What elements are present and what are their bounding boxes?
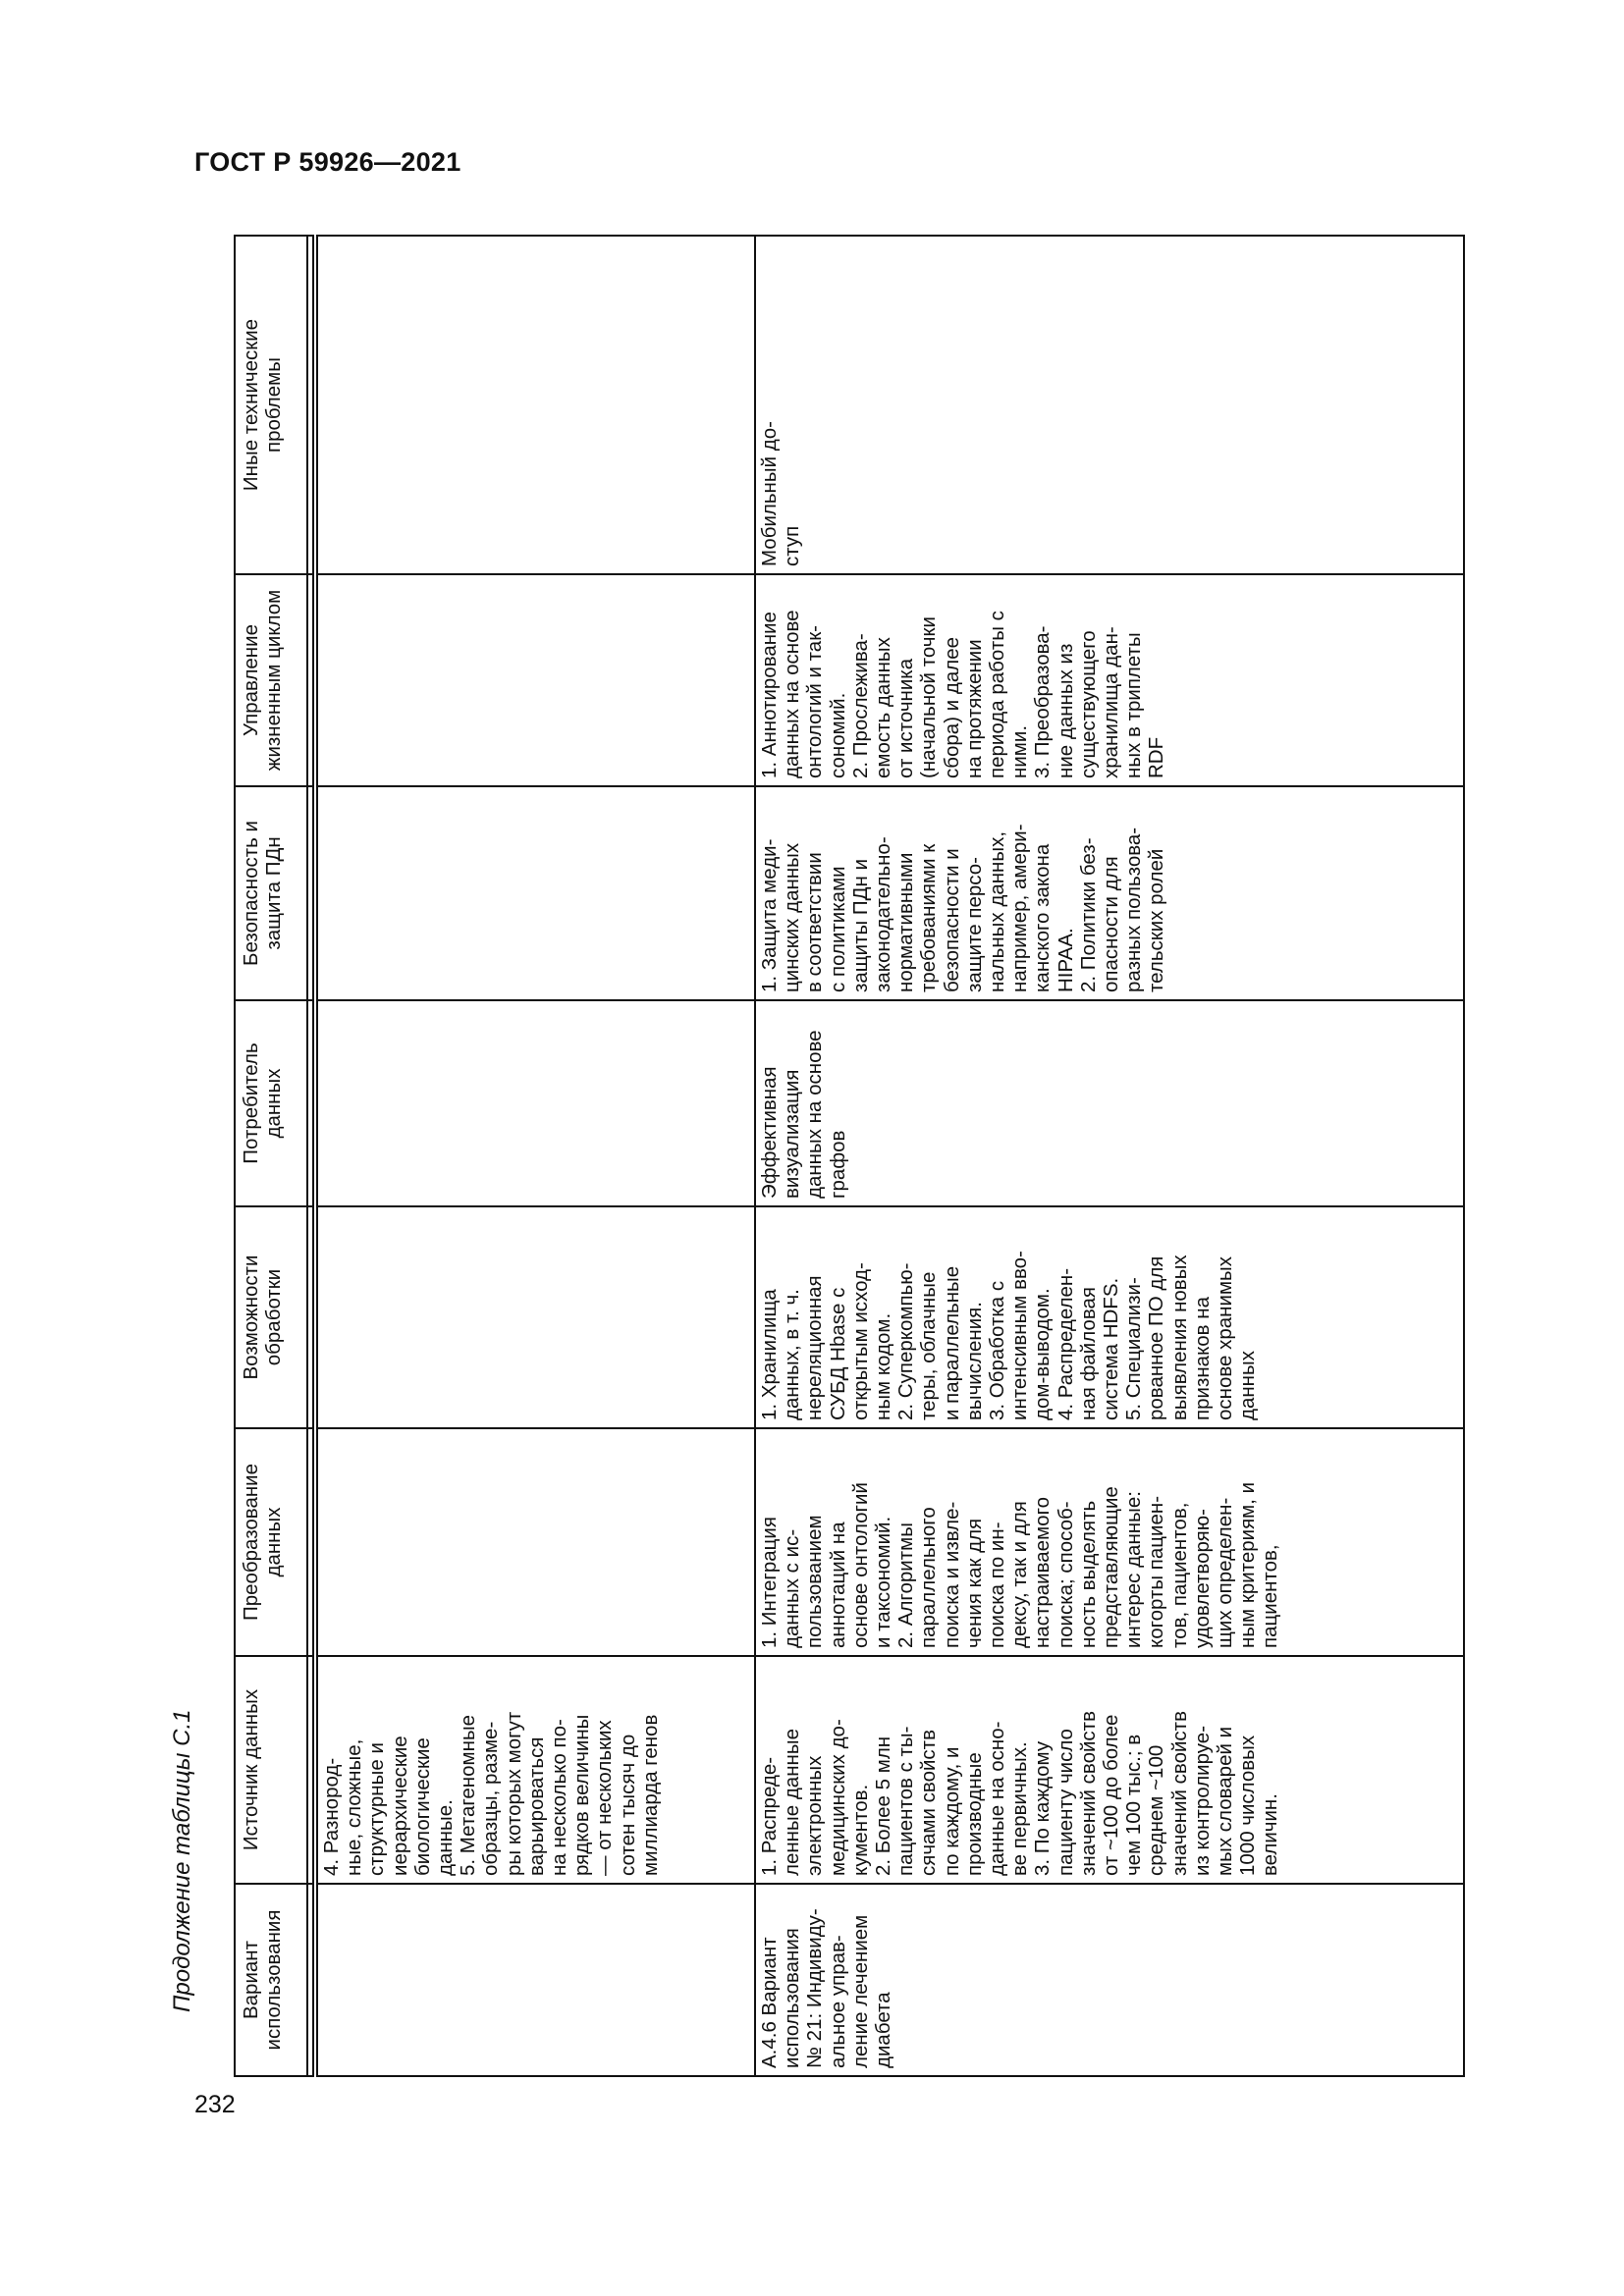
cell-transformation — [315, 1428, 755, 1656]
rotated-table-wrapper — [234, 237, 1465, 2077]
cell-other: Мобильный до- ступ — [755, 236, 1464, 574]
cell-security: 1. Защита меди- цинских данных в соответствии с политиками защиты ПДн и законодательно- нормативными требованиями к безопасности и защите персо- нальных данных, например, амери- канского закона HIPAA. 2. Политики без- опасности для разных пользова- тельских ролей — [755, 786, 1464, 1000]
column-header-transformation: Преобразование данных — [235, 1428, 307, 1656]
column-header-security: Безопасность и защита ПДн — [235, 786, 307, 1000]
cell-source: 4. Разнород- ные, сложные, структурные и иерархические биологические данные. 5. Метагеномные образцы, разме- ры которых могут варьироваться на несколько по- рядков величины — от нескольких сотен тысяч до миллиарда генов — [315, 1656, 755, 1884]
table-caption: Продолжение таблицы С.1 — [169, 1709, 195, 2012]
document-header: ГОСТ Р 59926—2021 — [194, 147, 461, 177]
column-header-other: Иные технические проблемы — [235, 236, 307, 574]
table-header-row — [235, 236, 307, 2076]
cell-lifecycle — [315, 574, 755, 786]
cell-other — [315, 236, 755, 574]
table-row — [755, 236, 1464, 2076]
table-row — [315, 236, 755, 2076]
cell-lifecycle: 1. Аннотирование данных на основе онтологий и так- сономий. 2. Прослежива- емость данных от источника (начальной точки сбора) и далее на протяжении периода работы с ними. 3. Преобразова- ние данных из существующего хранилища дан- ных в триплеты RDF — [755, 574, 1464, 786]
cell-use-case: А.4.6 Вариант использования № 21: Индивиду- альное управ- ление лечением диабета — [755, 1884, 1464, 2076]
cell-processing: 1. Хранилища данных, в т. ч. нереляционная СУБД Hbase с открытым исход- ным кодом. 2. Суперкомпью- теры, облачные и параллельные вычисления. 3. Обработка с интенсивным вво- дом-выводом. 4. Распределен- ная файловая система HDFS. 5. Специализи- рованное ПО для выявления новых признаков на основе хранимых данных — [755, 1206, 1464, 1428]
cell-use-case — [315, 1884, 755, 2076]
column-header-consumer: Потребитель данных — [235, 1000, 307, 1206]
data-table — [234, 235, 1465, 2077]
cell-source: 1. Распреде- ленные данные электронных медицинских до- кументов. 2. Более 5 млн пациентов с ты- сячами свойств по каждому, и производные данные на осно- ве первичных. 3. По каждому пациенту число значений свойств от ~100 до более чем 100 тыс.; в среднем ~100 значений свойств из контролируе- мых словарей и 1000 числовых величин. — [755, 1656, 1464, 1884]
page-number: 232 — [194, 2091, 236, 2118]
cell-transformation: 1. Интеграция данных с ис- пользованием аннотаций на основе онтологий и таксономий. 2. Алгоритмы параллельного поиска и извле- чения как для поиска по ин- дексу, так и для настраиваемого поиска; способ- ность выделять представляющие интерес данные: когорты пациен- тов, пациентов, удовлетворяю- щих определен- ным критериям, и пациентов, — [755, 1428, 1464, 1656]
header-separator — [307, 236, 315, 2076]
column-header-use-case: Вариант использования — [235, 1884, 307, 2076]
cell-consumer — [315, 1000, 755, 1206]
cell-security — [315, 786, 755, 1000]
column-header-processing: Возможности обработки — [235, 1206, 307, 1428]
cell-processing — [315, 1206, 755, 1428]
cell-consumer: Эффективная визуализация данных на основе графов — [755, 1000, 1464, 1206]
column-header-source: Источник данных — [235, 1656, 307, 1884]
column-header-lifecycle: Управление жизненным циклом — [235, 574, 307, 786]
